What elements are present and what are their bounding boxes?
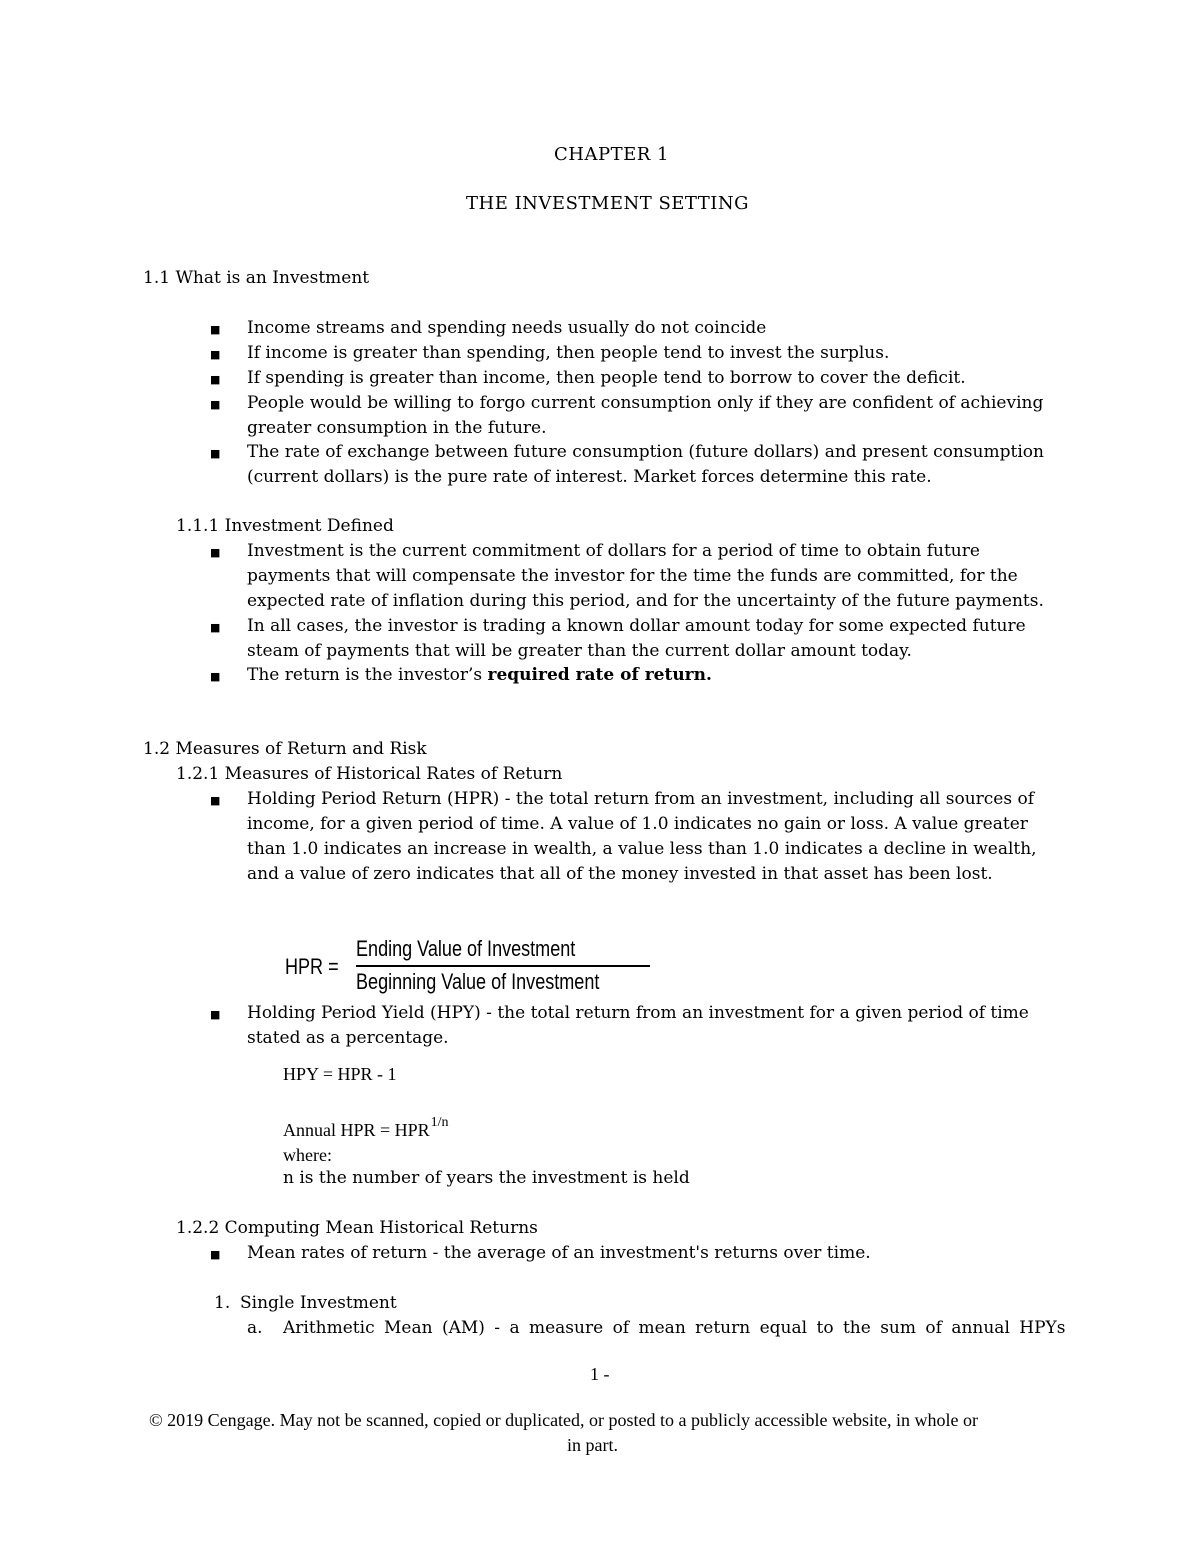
list-item-continuation: (current dollars) is the pure rate of interest. Market forces determine this rate. — [247, 467, 932, 487]
copyright-line-2: in part. — [567, 1435, 618, 1455]
list-item: If spending is greater than income, then people tend to borrow to cover the deficit. — [247, 368, 966, 388]
list-item-continuation: greater consumption in the future. — [247, 418, 547, 438]
list-item-continuation: income, for a given period of time. A value of 1.0 indicates no gain or loss. A value greater — [247, 814, 1028, 834]
section-1-2-2-title: 1.2.2 Computing Mean Historical Returns — [176, 1218, 538, 1238]
section-1-2-title: 1.2 Measures of Return and Risk — [143, 739, 427, 759]
return-prefix: The return is the investor’s — [247, 665, 488, 685]
bullet-marker: ■ — [210, 1248, 221, 1261]
annual-hpr-exponent: 1/n — [430, 1115, 449, 1130]
list-item: People would be willing to forgo current consumption only if they are confident of achieving — [247, 393, 1044, 413]
list-item-continuation: steam of payments that will be greater than the current dollar amount today. — [247, 641, 912, 661]
bullet-marker: ■ — [210, 670, 221, 683]
formula-lhs: HPR = — [285, 954, 339, 979]
list-item: In all cases, the investor is trading a known dollar amount today for some expected future — [247, 616, 1026, 636]
required-rate-emphasis: required rate of return. — [487, 665, 712, 685]
page-number: 1 - — [590, 1364, 610, 1384]
bullet-marker: ■ — [210, 398, 221, 411]
section-1-2-1-title: 1.2.1 Measures of Historical Rates of Return — [176, 764, 563, 784]
list-item-continuation: expected rate of inflation during this period, and for the uncertainty of the future payments. — [247, 591, 1044, 611]
formula-numerator: Ending Value of Investment — [356, 936, 576, 961]
section-1-1-title: 1.1 What is an Investment — [143, 268, 370, 288]
list-item-continuation: stated as a percentage. — [247, 1028, 449, 1048]
list-item-continuation: payments that will compensate the investor for the time the funds are committed, for the — [247, 566, 1018, 586]
list-item: Holding Period Yield (HPY) - the total return from an investment for a given period of time — [247, 1003, 1029, 1023]
list-item: Income streams and spending needs usually do not coincide — [247, 318, 767, 338]
bullet-marker: ■ — [210, 621, 221, 634]
list-item: Mean rates of return - the average of an investment's returns over time. — [247, 1243, 871, 1263]
bullet-marker: ■ — [210, 348, 221, 361]
lettered-item-marker: a. — [247, 1318, 263, 1338]
numbered-item-marker: 1. — [214, 1293, 231, 1313]
bullet-marker: ■ — [210, 546, 221, 559]
formula-denominator: Beginning Value of Investment — [356, 969, 600, 994]
list-item: If income is greater than spending, then people tend to invest the surplus. — [247, 343, 890, 363]
fraction-bar — [356, 965, 650, 967]
numbered-item: Single Investment — [240, 1293, 397, 1313]
section-1-1-1-title: 1.1.1 Investment Defined — [176, 516, 394, 536]
chapter-label: CHAPTER 1 — [554, 144, 669, 165]
lettered-item: Arithmetic Mean (AM) - a measure of mean return equal to the sum of annual HPYs — [283, 1318, 1066, 1338]
bullet-marker: ■ — [210, 373, 221, 386]
where-label: where: — [283, 1145, 332, 1165]
n-definition: n is the number of years the investment is held — [283, 1168, 690, 1188]
bullet-marker: ■ — [210, 447, 221, 460]
list-item: The rate of exchange between future consumption (future dollars) and present consumption — [247, 442, 1044, 462]
copyright-line-1: © 2019 Cengage. May not be scanned, copied or duplicated, or posted to a publicly accessible website, in whole or — [149, 1410, 978, 1430]
bullet-marker: ■ — [210, 1008, 221, 1021]
bullet-marker: ■ — [210, 323, 221, 336]
annual-hpr-base: Annual HPR = HPR — [283, 1120, 430, 1140]
list-item-continuation: than 1.0 indicates an increase in wealth, a value less than 1.0 indicates a decline in wealth, — [247, 839, 1037, 859]
hpy-equation: HPY = HPR - 1 — [283, 1064, 397, 1084]
list-item: Investment is the current commitment of dollars for a period of time to obtain future — [247, 541, 980, 561]
annual-hpr-equation — [283, 1115, 449, 1141]
bullet-marker: ■ — [210, 794, 221, 807]
list-item: Holding Period Return (HPR) - the total return from an investment, including all sources of — [247, 789, 1035, 809]
list-item — [247, 665, 712, 685]
chapter-title: THE INVESTMENT SETTING — [466, 193, 750, 214]
list-item-continuation: and a value of zero indicates that all of the money invested in that asset has been lost. — [247, 864, 993, 884]
